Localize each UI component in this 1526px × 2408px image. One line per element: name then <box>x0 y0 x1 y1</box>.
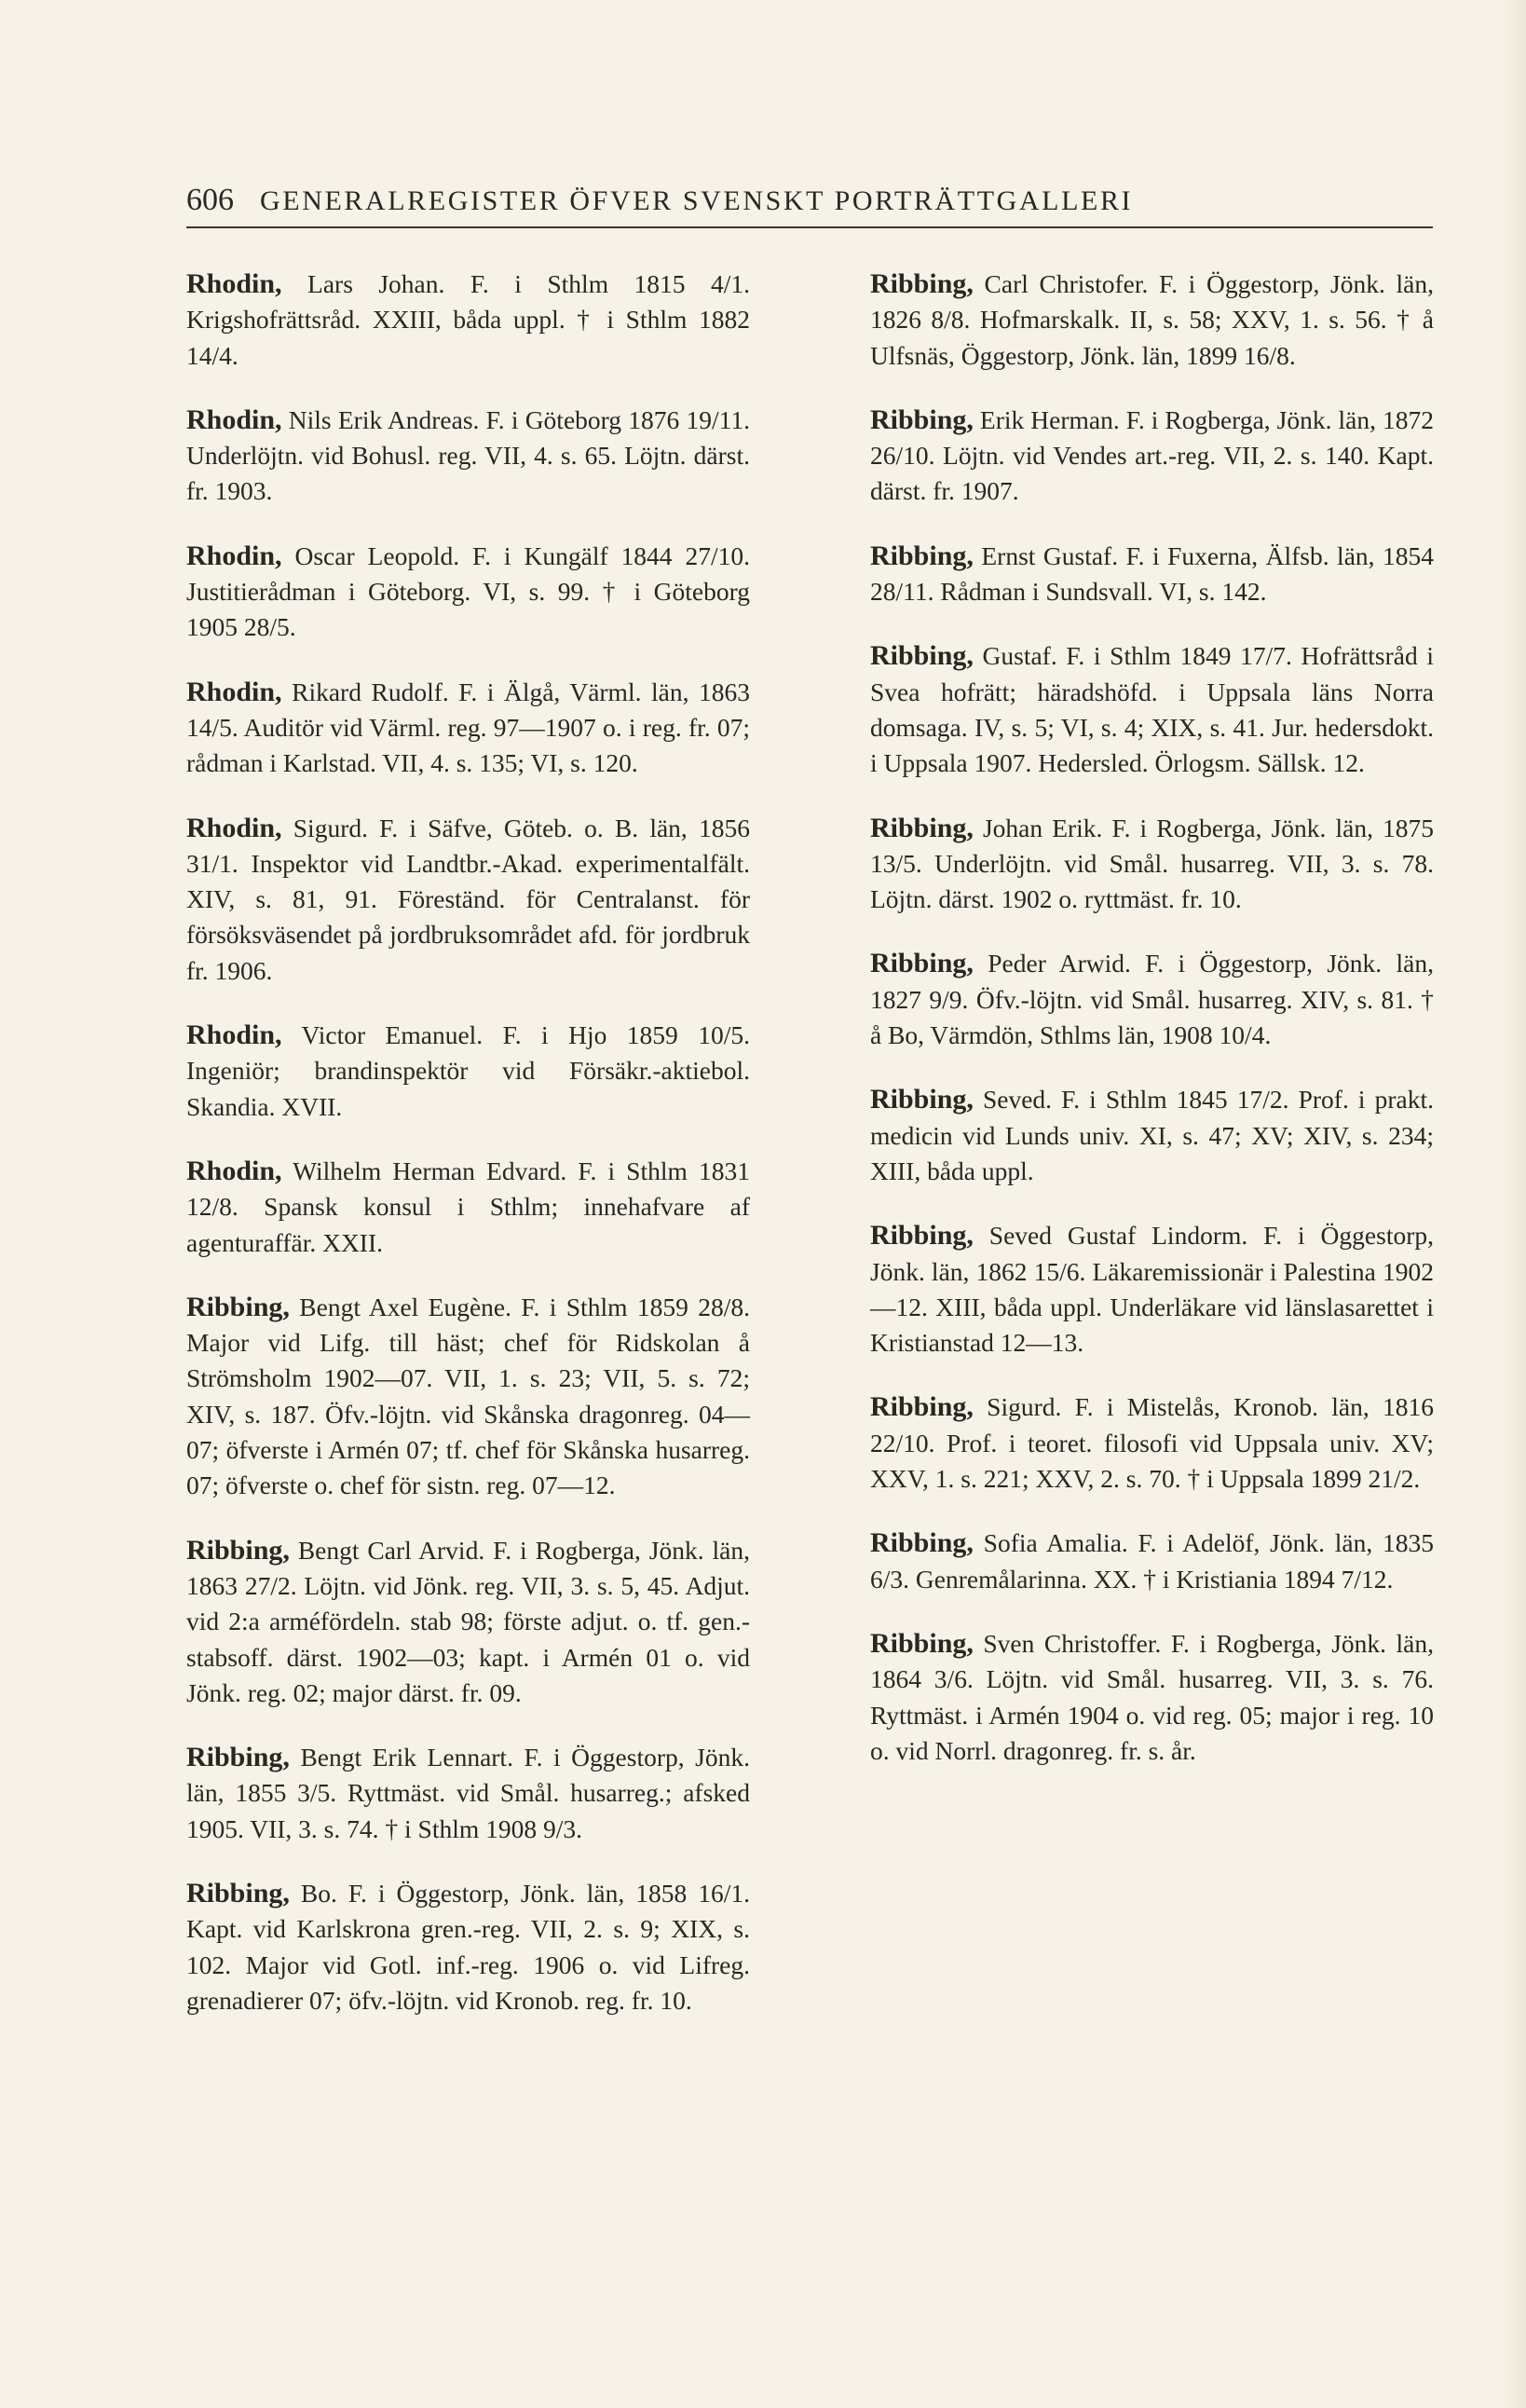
page-number: 606 <box>186 183 234 217</box>
entry-surname: Ribbing, <box>870 1391 974 1423</box>
entry-surname: Rhodin, <box>186 1019 282 1051</box>
register-entry <box>870 1389 1434 1497</box>
entry-surname: Ribbing, <box>870 1527 974 1559</box>
entry-surname: Ribbing, <box>870 640 974 672</box>
entry-surname: Ribbing, <box>870 812 974 843</box>
entry-surname: Rhodin, <box>186 404 282 435</box>
running-header <box>186 183 1433 218</box>
entry-text: Rikard Rudolf. F. i Älgå, Värml. län, 1863 14/5. Auditör vid Värml. reg. 97—1907 o. i reg. fr. 07; rådman i Karlstad. VII, 4. s. 135; VI, s. 120. <box>186 677 751 778</box>
entry-text: Sofia Amalia. F. i Adelöf, Jönk. län, 1835 6/3. Genremålarinna. XX. † i Kristiania 1894 7/12. <box>870 1528 1434 1594</box>
entry-surname: Ribbing, <box>186 1742 290 1773</box>
register-entry <box>186 1876 750 2018</box>
register-entry <box>870 1082 1434 1189</box>
entry-surname: Rhodin, <box>186 812 282 843</box>
entry-text: Seved. F. i Sthlm 1845 17/2. Prof. i prakt. medicin vid Lunds univ. XI, s. 47; XV; XIV, s. 234; XIII, båda uppl. <box>870 1085 1434 1185</box>
register-entry <box>186 1154 750 1261</box>
entry-surname: Rhodin, <box>186 676 282 707</box>
entry-surname: Ribbing, <box>870 1627 974 1659</box>
register-entry <box>186 267 750 374</box>
page-edge <box>1502 0 1526 2408</box>
entry-surname: Ribbing, <box>870 1084 974 1115</box>
entry-surname: Rhodin, <box>186 268 282 299</box>
entry-text: Bo. F. i Öggestorp, Jönk. län, 1858 16/1. Kapt. vid Karlskrona gren.-reg. VII, 2. s. 9; XIX, s. 102. Major vid Gotl. inf.-reg. 1906 o. vid Lifreg. grenadierer 07; öfv.-löjtn. vid Kronob. reg. fr. 10. <box>186 1878 750 2015</box>
entry-text: Erik Herman. F. i Rogberga, Jönk. län, 1872 26/10. Löjtn. vid Vendes art.-reg. VII, 2. s. 140. Kapt. därst. fr. 1907. <box>870 404 1434 506</box>
register-entry <box>870 1526 1434 1597</box>
register-entry <box>870 946 1434 1053</box>
register-entry <box>870 403 1434 510</box>
entry-text: Lars Johan. F. i Sthlm 1815 4/1. Krigshofrättsråd. XXIII, båda uppl. † i Sthlm 1882 14/4. <box>186 269 751 370</box>
register-entry <box>186 811 750 989</box>
entry-text: Seved Gustaf Lindorm. F. i Öggestorp, Jönk. län, 1862 15/6. Läkaremissionär i Palestina 1902—12. XIII, båda uppl. Underläkare vid länslasarettet i Kristianstad 12—13. <box>870 1221 1434 1358</box>
entry-surname: Ribbing, <box>870 540 974 571</box>
register-entry <box>870 638 1434 781</box>
entry-text: Oscar Leopold. F. i Kungälf 1844 27/10. Justitierådman i Göteborg. VI, s. 99. † i Göteborg 1905 28/5. <box>186 540 750 642</box>
entry-text: Peder Arwid. F. i Öggestorp, Jönk. län, 1827 9/9. Öfv.-löjtn. vid Smål. husarreg. XIV, s. 81. † å Bo, Värmdön, Sthlms län, 1908 10/4. <box>870 949 1434 1050</box>
entry-surname: Rhodin, <box>186 1155 282 1186</box>
entry-surname: Ribbing, <box>870 948 974 979</box>
header-rule <box>186 226 1433 228</box>
entry-text: Sven Christoffer. F. i Rogberga, Jönk. län, 1864 3/6. Löjtn. vid Smål. husarreg. VII, 3. s. 76. Ryttmäst. i Armén 1904 o. vid reg. 05; major i reg. 10 o. vid Norrl. dragonreg. fr. s. år. <box>870 1628 1434 1765</box>
register-entry <box>186 675 750 782</box>
entry-surname: Ribbing, <box>186 1877 290 1909</box>
entry-text: Ernst Gustaf. F. i Fuxerna, Älfsb. län, 1854 28/11. Rådman i Sundsvall. VI, s. 142. <box>870 540 1435 607</box>
entry-text: Victor Emanuel. F. i Hjo 1859 10/5. Ingeniör; brandinspektör vid Försäkr.-aktiebol. Skandia. XVII. <box>186 1020 750 1121</box>
entry-text: Johan Erik. F. i Rogberga, Jönk. län, 1875 13/5. Underlöjtn. vid Smål. husarreg. VII, 3. s. 78. Löjtn. därst. 1902 o. ryttmäst. fr. 10. <box>870 813 1435 914</box>
entry-text: Sigurd. F. i Mistelås, Kronob. län, 1816 22/10. Prof. i teoret. filosofi vid Uppsala univ. XV; XXV, 1. s. 221; XXV, 2. s. 70. † i Uppsala 1899 21/2. <box>870 1392 1434 1494</box>
entry-text: Bengt Axel Eugène. F. i Sthlm 1859 28/8. Major vid Lifg. till häst; chef för Ridskolan å Strömsholm 1902—07. VII, 1. s. 23; VII, 5. s. 72; XIV, s. 187. Öfv.-löjtn. vid Skånska dragonreg. 04—07; öfverste i Armén 07; tf. chef för Skånska husarreg. 07; öfverste o. chef för sistn. reg. 07—12. <box>186 1292 750 1500</box>
register-entry <box>870 267 1434 374</box>
entry-text: Bengt Carl Arvid. F. i Rogberga, Jönk. län, 1863 27/2. Löjtn. vid Jönk. reg. VII, 3. s. 5, 45. Adjut. vid 2:a arméfördeln. stab 98; förste adjut. o. tf. gen.-stabsoff. därst. 1902—03; kapt. i Armén 01 o. vid Jönk. reg. 02; major därst. fr. 09. <box>186 1535 750 1707</box>
entry-text: Nils Erik Andreas. F. i Göteborg 1876 19/11. Underlöjtn. vid Bohusl. reg. VII, 4. s. 65. Löjtn. därst. fr. 1903. <box>186 404 751 506</box>
entry-text: Bengt Erik Lennart. F. i Öggestorp, Jönk. län, 1855 3/5. Ryttmäst. vid Smål. husarreg.; afsked 1905. VII, 3. s. 74. † i Sthlm 1908 9/3. <box>186 1743 750 1843</box>
entry-surname: Ribbing, <box>186 1291 290 1322</box>
register-entry <box>186 1290 750 1504</box>
register-entry <box>186 1533 750 1711</box>
entry-surname: Ribbing, <box>870 404 974 435</box>
entry-surname: Ribbing, <box>870 1220 974 1252</box>
entry-surname: Ribbing, <box>186 1534 290 1566</box>
header-title: GENERALREGISTER ÖFVER SVENSKT PORTRÄTTGALLERI <box>260 185 1134 216</box>
register-entry <box>870 1218 1434 1361</box>
entry-text: Sigurd. F. i Säfve, Göteb. o. B. län, 1856 31/1. Inspektor vid Landtbr.-Akad. experimentalfält. XIV, s. 81, 91. Föreständ. för Centralanst. för försöksväsendet på jordbruksområdet afd. för jordbruk fr. 1906. <box>186 813 751 985</box>
entry-text: Carl Christofer. F. i Öggestorp, Jönk. län, 1826 8/8. Hofmarskalk. II, s. 58; XXV, 1. s. 56. † å Ulfsnäs, Öggestorp, Jönk. län, 1899 16/8. <box>870 269 1434 370</box>
register-entry <box>186 1740 750 1847</box>
register-entry <box>186 539 750 646</box>
register-entry <box>186 403 750 510</box>
left-column <box>186 267 750 2047</box>
register-entry <box>186 1018 750 1125</box>
register-entry <box>870 811 1434 918</box>
right-column <box>870 267 1434 1798</box>
entry-text: Gustaf. F. i Sthlm 1849 17/7. Hofrättsråd i Svea hofrätt; häradshöfd. i Uppsala läns Norra domsaga. IV, s. 5; VI, s. 4; XIX, s. 41. Jur. hedersdokt. i Uppsala 1907. Hedersled. Örlogsm. Sällsk. 12. <box>870 641 1434 778</box>
entry-surname: Ribbing, <box>870 268 974 299</box>
register-entry <box>870 539 1434 610</box>
entry-surname: Rhodin, <box>186 540 282 571</box>
entry-text: Wilhelm Herman Edvard. F. i Sthlm 1831 12/8. Spansk konsul i Sthlm; innehafvare af agenturaffär. XXII. <box>186 1156 750 1257</box>
register-entry <box>870 1626 1434 1769</box>
